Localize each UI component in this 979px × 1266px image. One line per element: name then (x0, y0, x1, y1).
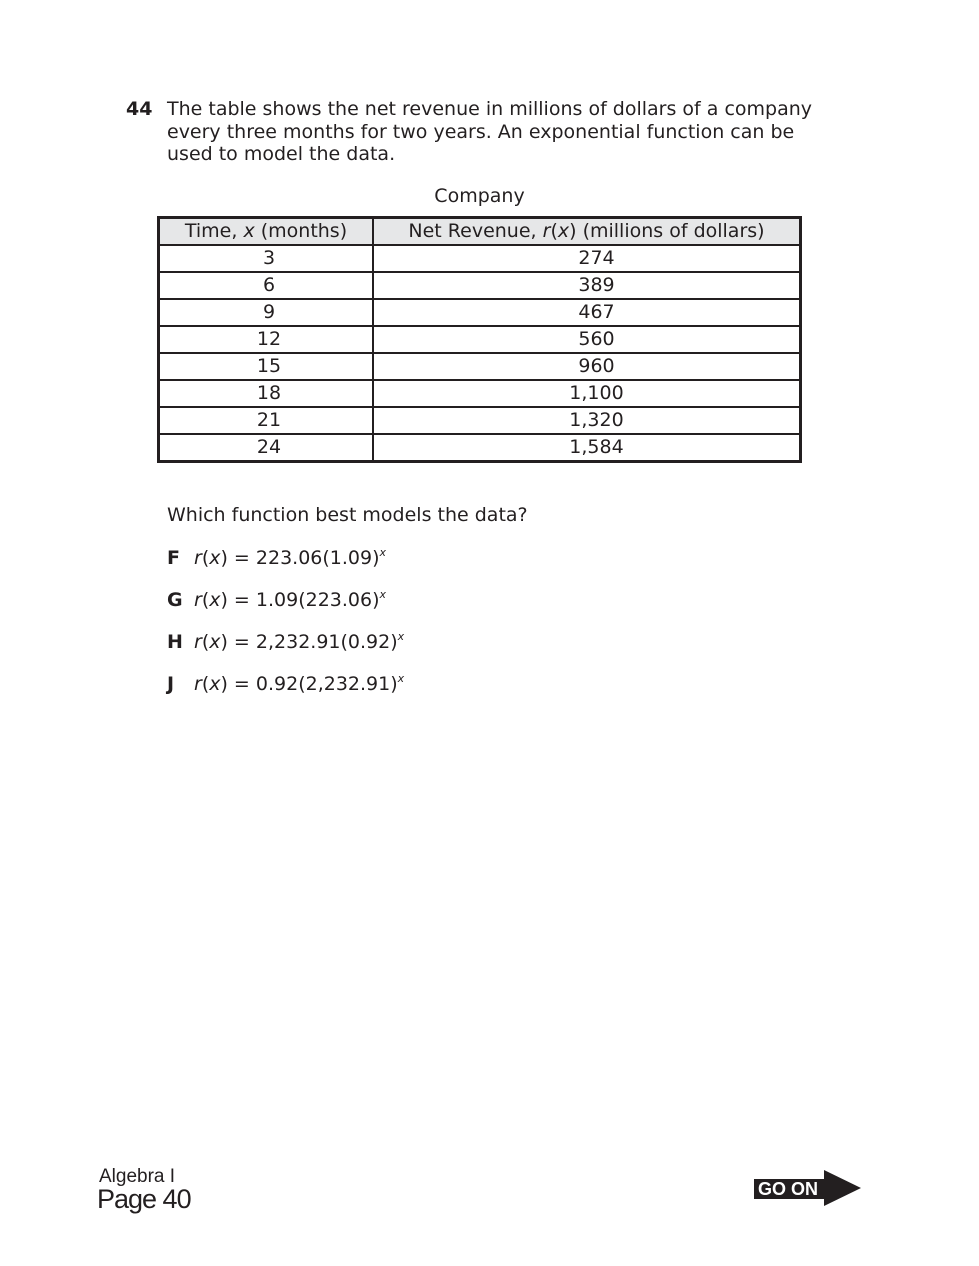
time-cell: 6 (159, 272, 374, 299)
choice-exponent: x (379, 588, 387, 601)
footer-page-number: Page 40 (97, 1184, 191, 1214)
time-cell: 21 (159, 407, 374, 434)
choice-expression: 223.06(1.09) (255, 547, 380, 569)
revenue-cell: 560 (373, 326, 801, 353)
table-row (159, 245, 801, 272)
time-cell: 3 (159, 245, 374, 272)
choice-letter: G (167, 589, 183, 611)
go-on-arrow (754, 1170, 861, 1207)
go-on-label: GO ON (758, 1179, 819, 1199)
table-row (159, 353, 801, 380)
time-cell: 15 (159, 353, 374, 380)
revenue-cell: 1,100 (373, 380, 801, 407)
table-row (159, 272, 801, 299)
table-title: Company (434, 185, 525, 207)
revenue-cell: 960 (373, 353, 801, 380)
revenue-cell: 467 (373, 299, 801, 326)
question-prompt: Which function best models the data? (167, 504, 528, 526)
table-row (159, 434, 801, 462)
choice-exponent: x (397, 630, 405, 643)
time-cell: 24 (159, 434, 374, 462)
revenue-cell: 1,584 (373, 434, 801, 462)
stem-line: every three months for two years. An exponential function can be (167, 120, 795, 143)
stem-line: The table shows the net revenue in millions of dollars of a company (167, 98, 813, 120)
answer-choice-f[interactable]: F $r(x) = 223.06(1.09)^x$ (167, 546, 387, 569)
table-row (159, 326, 801, 353)
table-row (159, 407, 801, 434)
answer-choice-h[interactable]: H $r(x) = 2,232.91(0.92)^x$ (167, 630, 405, 653)
choice-letter: F (167, 547, 180, 569)
time-column-header: Time, x (months) (159, 218, 374, 246)
choice-exponent: x (379, 546, 387, 559)
time-cell: 9 (159, 299, 374, 326)
answer-choice-g[interactable]: G $r(x) = 1.09(223.06)^x$ (167, 588, 387, 611)
revenue-cell: 389 (373, 272, 801, 299)
stem-line: used to model the data. (167, 143, 396, 165)
time-cell: 12 (159, 326, 374, 353)
table-header-row (159, 218, 801, 246)
answer-choice-j[interactable]: J $r(x) = 0.92(2,232.91)^x$ (167, 672, 405, 695)
choice-letter: J (167, 673, 175, 695)
choice-expression: 1.09(223.06) (255, 589, 380, 611)
arrow-right-icon (824, 1170, 861, 1206)
choice-letter: H (167, 631, 183, 653)
table-row (159, 299, 801, 326)
question-number: 44 (126, 98, 153, 120)
choice-expression: 0.92(2,232.91) (255, 673, 398, 695)
table-row (159, 380, 801, 407)
revenue-table (157, 216, 802, 463)
revenue-column-header: Net Revenue, r(x) (millions of dollars) (373, 218, 801, 246)
question-stem (167, 98, 867, 166)
choice-exponent: x (397, 672, 405, 685)
footer-subject: Algebra I (99, 1166, 176, 1187)
choice-expression: 2,232.91(0.92) (255, 631, 398, 653)
revenue-cell: 1,320 (373, 407, 801, 434)
time-cell: 18 (159, 380, 374, 407)
revenue-cell: 274 (373, 245, 801, 272)
